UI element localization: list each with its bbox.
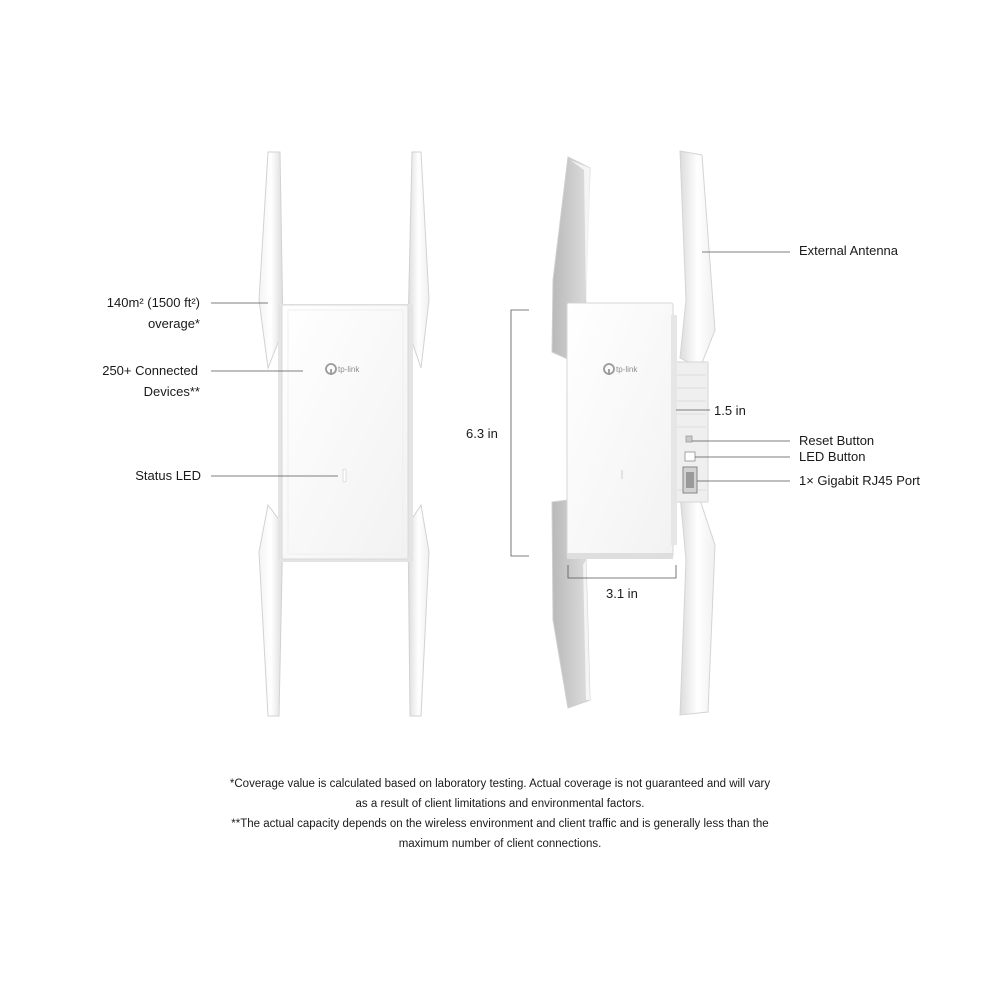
devices-label-line1: 250+ Connected (102, 363, 198, 378)
footnote-coverage-line1: *Coverage value is calculated based on laboratory testing. Actual coverage is not guaranteed and will vary (229, 778, 771, 790)
front-view-device (259, 152, 429, 716)
reset-button (686, 436, 692, 442)
led-button (685, 452, 695, 461)
front-body (282, 305, 408, 559)
depth-dimension-label: 1.5 in (714, 403, 746, 418)
footnote-capacity-line2: maximum number of client connections. (398, 838, 602, 850)
front-logo-text: tp-link (338, 365, 360, 374)
status-led (343, 469, 346, 482)
side-body (567, 303, 673, 557)
devices-label-line2: Devices** (143, 384, 200, 399)
footnote-coverage-line2: as a result of client limitations and environmental factors. (355, 798, 645, 810)
side-antenna-top-right (680, 151, 715, 368)
footnote-capacity-line1: **The actual capacity depends on the wireless environment and client traffic and is generally less than the (231, 818, 769, 830)
width-dimension-label: 3.1 in (606, 586, 638, 601)
side-logo-text: tp-link (616, 365, 638, 374)
status-led-label: Status LED (135, 468, 201, 483)
coverage-label-line2: overage* (147, 316, 200, 331)
height-dimension-label: 6.3 in (466, 426, 498, 441)
side-view-device (552, 151, 715, 715)
side-antenna-bottom-right (680, 495, 715, 715)
rj45-port-label: 1× Gigabit RJ45 Port (799, 473, 921, 488)
reset-button-label: Reset Button (799, 433, 875, 448)
coverage-label-line1: 140m² (1500 ft²) (106, 295, 200, 310)
external-antenna-label: External Antenna (799, 243, 899, 258)
led-button-label: LED Button (799, 449, 866, 464)
